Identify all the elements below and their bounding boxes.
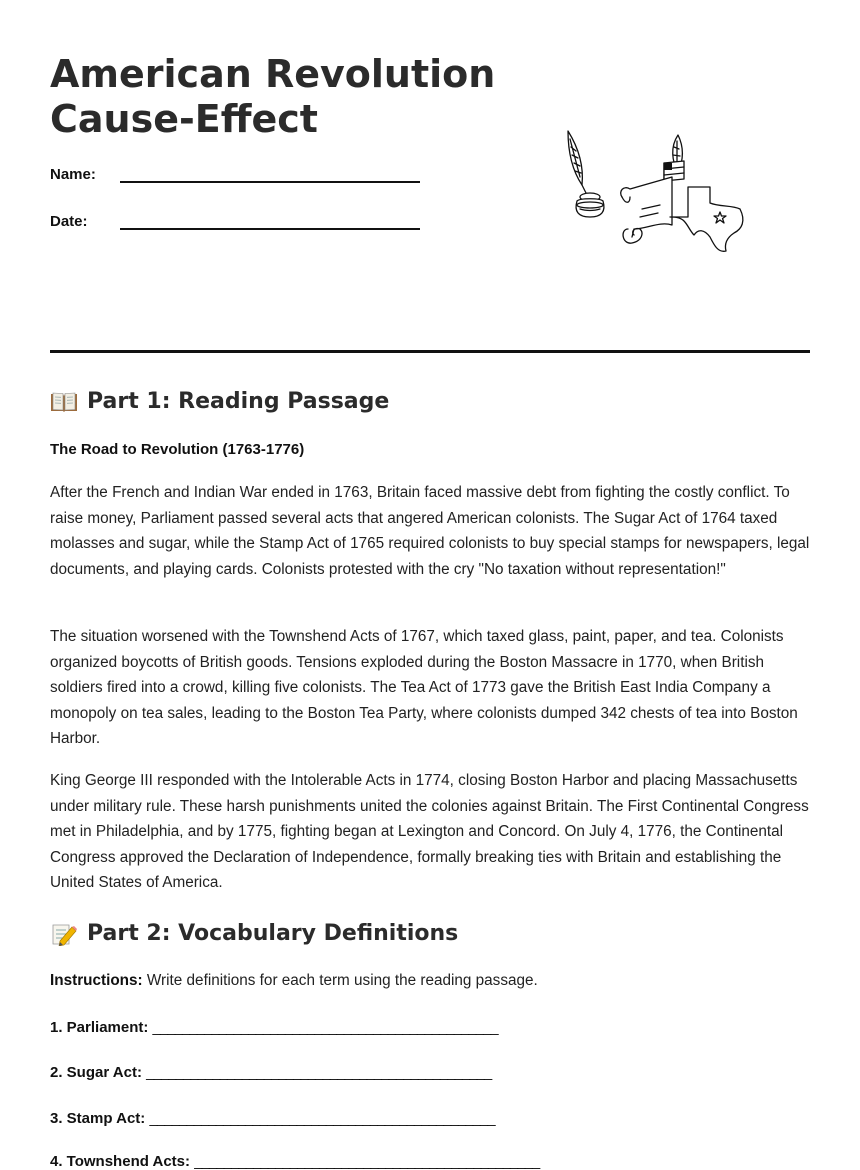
passage-paragraph-1: After the French and Indian War ended in 1763, Britain faced massive debt from fighting the costly conflict. To raise money, Parliament passed several acts that angered American colonists. The Sugar Act of 1764 taxed molasses and sugar, while the Stamp Act of 1765 required colonists to buy special stamps for newspapers, legal documents, and playing cards. Colonists protested with the cry "No taxation without representation!" <box>50 484 810 578</box>
part2-heading-text: Part 2: Vocabulary Definitions <box>87 921 459 946</box>
quill-inkwell-icon <box>568 131 604 217</box>
name-line[interactable] <box>120 181 420 183</box>
instructions-text: Write definitions for each term using the reading passage. <box>146 972 538 989</box>
vocab-item[interactable] <box>50 1064 491 1081</box>
vocab-blank[interactable]: _______________________________________________ <box>152 1019 498 1036</box>
part2-heading <box>50 921 458 946</box>
book-icon <box>50 390 78 414</box>
vocab-term: 1. Parliament: <box>50 1019 149 1036</box>
instructions-label: Instructions: <box>50 972 143 989</box>
revolution-clipart <box>560 125 750 255</box>
date-label: Date: <box>50 213 88 230</box>
scroll-flag-icon <box>621 135 684 243</box>
date-line[interactable] <box>120 228 420 230</box>
part1-heading-text: Part 1: Reading Passage <box>87 389 390 414</box>
memo-pencil-icon <box>50 922 78 946</box>
section-divider <box>50 350 810 353</box>
part1-heading <box>50 389 389 414</box>
passage-subtitle: The Road to Revolution (1763-1776) <box>50 441 305 458</box>
title-line-1: American Revolution <box>50 52 496 96</box>
passage-paragraph-2: The situation worsened with the Townshend Acts of 1767, which taxed glass, paint, paper, and tea. Colonists organized boycotts of British goods. Tensions exploded during the Boston Massacre in 1770, when British soldiers fired into a crowd, killing five colonists. The Tea Act of 1773 gave the British East India Company a monopoly on tea sales, leading to the Boston Tea Party, where colonists dumped 342 chests of tea into Boston Harbor. <box>50 628 798 747</box>
title-line-2: Cause-Effect <box>50 97 318 141</box>
vocab-term: 2. Sugar Act: <box>50 1064 142 1081</box>
passage-paragraph-3: King George III responded with the Intolerable Acts in 1774, closing Boston Harbor and placing Massachusetts under military rule. These harsh punishments united the colonies against Britain. The First Continental Congress met in Philadelphia, and by 1775, fighting began at Lexington and Concord. On July 4, 1776, the Continental Congress approved the Declaration of Independence, formally breaking ties with Britain and establishing the United States of America. <box>50 772 809 891</box>
worksheet-title <box>50 52 510 142</box>
vocab-term: 4. Townshend Acts: <box>50 1153 191 1170</box>
vocab-item[interactable] <box>50 1019 498 1036</box>
vocab-item[interactable] <box>50 1110 495 1127</box>
name-label: Name: <box>50 166 96 183</box>
vocab-item[interactable] <box>50 1153 539 1170</box>
texas-map-icon <box>670 187 743 251</box>
vocab-blank[interactable]: _______________________________________________ <box>149 1110 495 1127</box>
vocab-blank[interactable]: _______________________________________________ <box>194 1153 540 1170</box>
vocab-blank[interactable]: _______________________________________________ <box>146 1064 492 1081</box>
vocab-term: 3. Stamp Act: <box>50 1110 146 1127</box>
instructions <box>50 972 538 990</box>
